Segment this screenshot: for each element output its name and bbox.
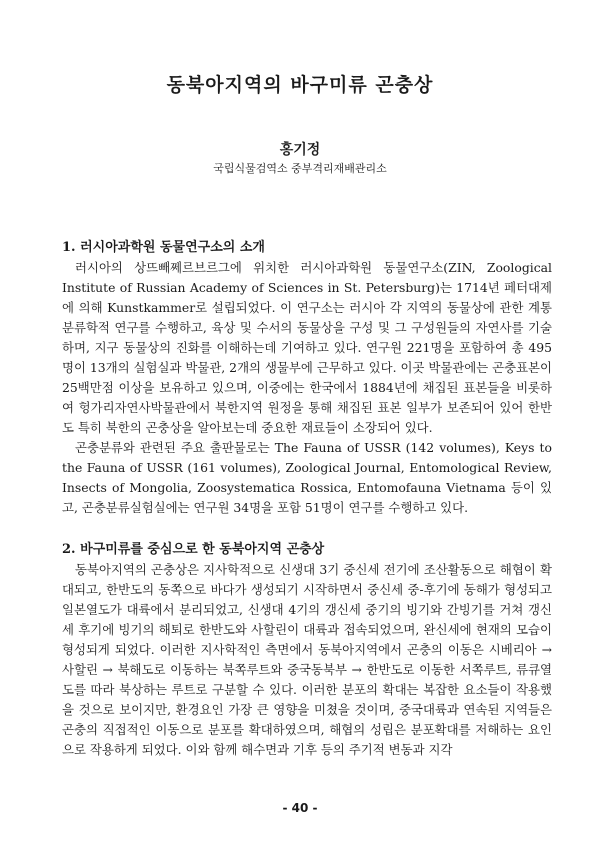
paragraph: 러시아의 상뜨빼쩨르브르그에 위치한 러시아과학원 동물연구소(ZIN, Zoological Institute of Russian Academy of Sciences in St. Petersburg)는 1714년 페터대제에 의해 Kunstkammer로 설립되었다. 이 연구소는 러시아 각 지역의 동물상에 관한 계통분류학적 연구를 수행하고, 육상 및 수서의 동물상을 구성 및 그 구성원들의 자연사를 기술하며, 지구 동물상의 진화를 이해하는데 기여하고 있다. 연구원 221명을 포함하여 총 495명이 13개의 실험실과 박물관, 2개의 생물부에 근무하고 있다. 이곳 박물관에는 곤충표본이 25백만점 이상을 보유하고 있으며, 이중에는 한국에서 1884년에 채집된 표본들을 비롯하여 헝가리자연사박물관에서 북한지역 원정을 통해 채집된 표본 일부가 보존되어 있어 한반도 특히 북한의 곤충상을 알아보는데 중요한 재료들이 소장되어 있다. [62,260,552,435]
page-number: - 40 - [282,801,318,815]
paragraph: 곤충분류와 관련된 주요 출판물로는 The Fauna of USSR (142 volumes), Keys to the Fauna of USSR (161 volumes), Zoological Journal, Entomological Review, Insects of Mongolia, Zoosystematica Rossica, Entomofauna Vietnama 등이 있고, 곤충분류실험실에는 연구원 34명을 포함 51명이 연구를 수행하고 있다. [62,440,552,515]
author-name: 홍기정 [279,142,321,158]
section-heading: 2. 바구미류를 중심으로 한 동북아지역 곤충상 [62,542,325,557]
section-heading: 1. 러시아과학원 동물연구소의 소개 [62,240,265,255]
section-2 [62,540,552,760]
page-title: 동북아지역의 바구미류 곤충상 [166,74,434,96]
paragraph: 동북아지역의 곤충상은 지사학적으로 신생대 3기 중신세 전기에 조산활동으로 해협이 확대되고, 한반도의 동쪽으로 바다가 생성되기 시작하면서 중신세 중-후기에 동해가 형성되고 일본열도가 대륙에서 분리되었고, 신생대 4기의 갱신세 중기의 빙기와 간빙기를 거쳐 갱신세 후기에 빙기의 해퇴로 한반도와 사할린이 대륙과 접속되었으며, 완신세에 현재의 모습이 형성되게 되었다. 이러한 지사학적인 측면에서 동북아지역에서 곤충의 이동은 시베리아 → 사할린 → 북해도로 이동하는 북쪽루트와 중국동북부 → 한반도로 이동한 서쪽루트, 류큐열도를 따라 북상하는 루트로 구분할 수 있다. 이러한 분포의 확대는 복잡한 요소들이 작용했을 것으로 보이지만, 환경요인 가장 큰 영향을 미쳤을 것이며, 중국대륙과 연속된 지역들은 곤충의 직접적인 이동으로 분포를 확대하였으며, 해협의 성립은 분포확대를 저해하는 요인으로 작용하게 되었다. 이와 함께 해수면과 기후 등의 주기적 변동과 지각 [62,562,552,757]
section-1 [62,238,552,518]
author-affiliation: 국립식물검역소 중부격리재배관리소 [213,162,387,175]
